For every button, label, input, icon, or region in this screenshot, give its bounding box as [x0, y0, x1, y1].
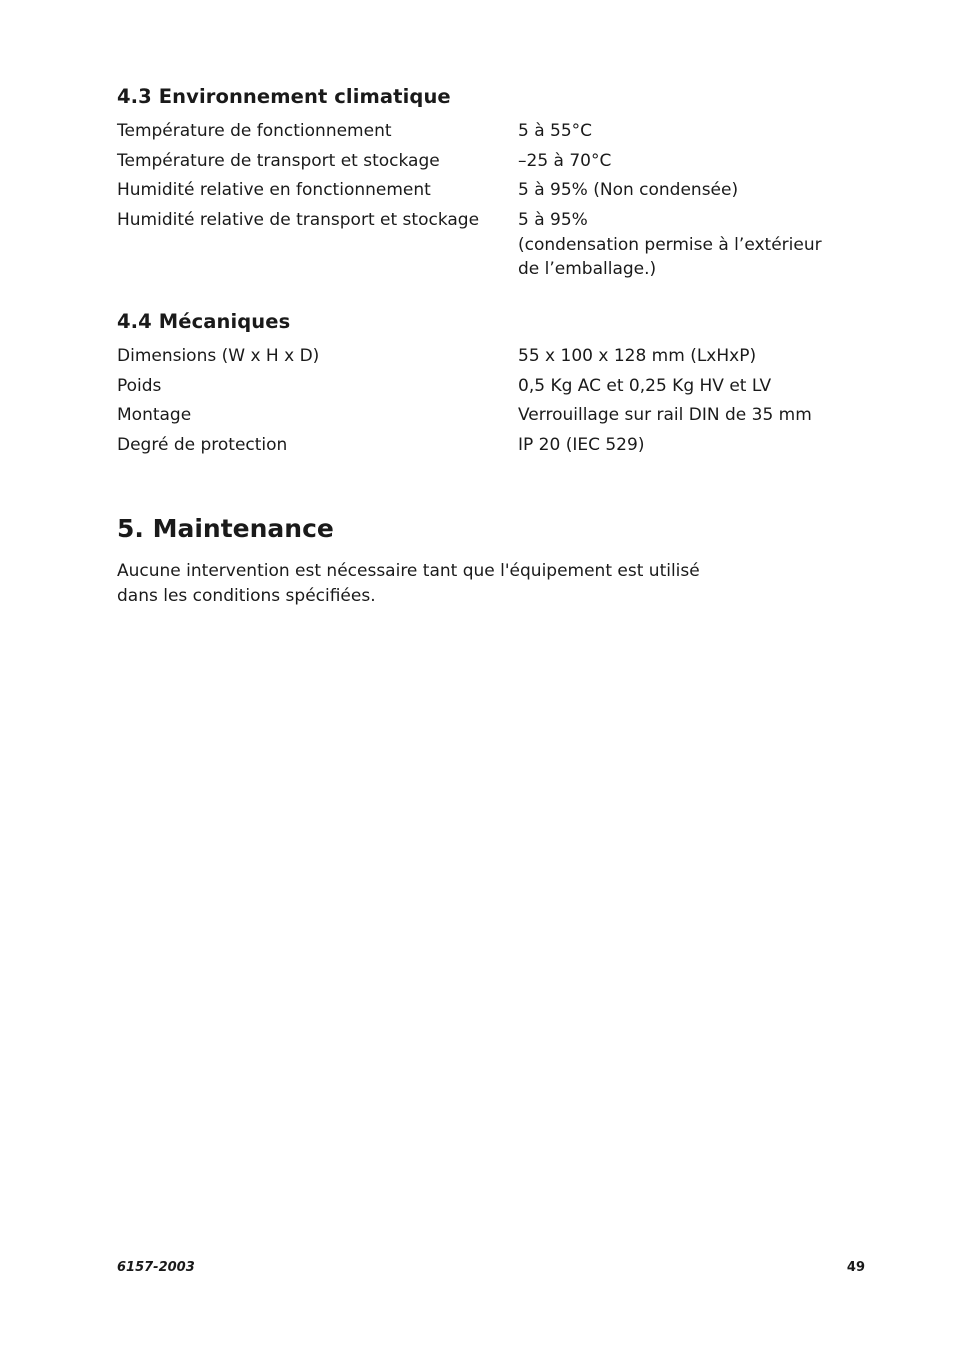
section-heading-mechanical: 4.4 Mécaniques [117, 310, 291, 333]
spec-value-line: de l’emballage.) [518, 259, 657, 279]
spec-value [518, 206, 837, 282]
spec-row [117, 372, 837, 402]
section-heading-climate: 4.3 Environnement climatique [117, 85, 451, 108]
paragraph-line: Aucune intervention est nécessaire tant que l'équipement est utilisé [117, 561, 700, 581]
maintenance-paragraph [117, 559, 737, 608]
spec-row [117, 176, 837, 206]
section-maintenance [117, 511, 837, 608]
spec-label: Poids [117, 375, 162, 396]
spec-value: 55 x 100 x 128 mm (LxHxP) [518, 346, 757, 366]
spec-label: Température de fonctionnement [117, 121, 392, 141]
section-heading-maintenance: 5. Maintenance [117, 514, 334, 543]
spec-label: Degré de protection [117, 434, 288, 455]
spec-value: –25 à 70°C [518, 150, 612, 171]
spec-row [117, 147, 837, 177]
spec-value-line: 5 à 95% [518, 210, 588, 230]
spec-label: Humidité relative de transport et stockage [117, 209, 480, 230]
spec-label: Humidité relative en fonctionnement [117, 180, 431, 200]
spec-value: 5 à 55°C [518, 121, 593, 141]
spec-value: Verrouillage sur rail DIN de 35 mm [518, 405, 812, 425]
spec-row [117, 206, 837, 282]
spec-row [117, 401, 837, 431]
section-climate [117, 84, 837, 282]
spec-row [117, 342, 837, 372]
footer-document-code: 6157-2003 [117, 1260, 195, 1275]
spec-value: IP 20 (IEC 529) [518, 434, 645, 455]
spec-value: 0,5 Kg AC et 0,25 Kg HV et LV [518, 375, 772, 396]
spec-row [117, 117, 837, 147]
spec-label: Température de transport et stockage [117, 150, 440, 171]
spec-row [117, 431, 837, 461]
footer-page-number: 49 [846, 1260, 865, 1275]
spec-label: Dimensions (W x H x D) [117, 346, 320, 366]
spec-value: 5 à 95% (Non condensée) [518, 180, 739, 200]
section-mechanical [117, 309, 837, 460]
spec-label: Montage [117, 405, 192, 425]
paragraph-line: dans les conditions spécifiées. [117, 585, 376, 606]
spec-value-line: (condensation permise à l’extérieur [518, 234, 822, 255]
